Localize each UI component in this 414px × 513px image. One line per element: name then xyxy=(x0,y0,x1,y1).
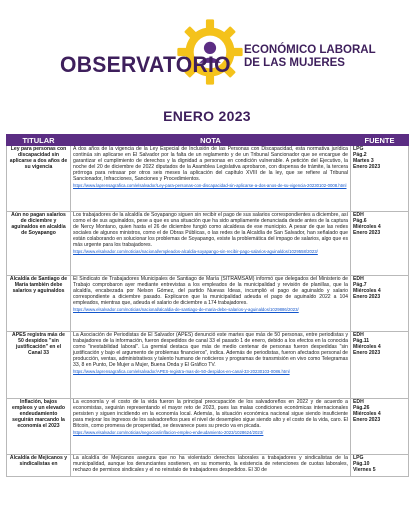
header-fuente: FUENTE xyxy=(351,135,409,146)
row-source xyxy=(351,399,409,455)
report-month: ENERO 2023 xyxy=(163,108,251,124)
note-text: La Asociación de Periodistas de El Salvador (APES) denunció este martes que más de 50 personas, entre periodistas y trabajadores de la información, fueron despedidos de canal 33 el pasado 1 de enero, debido a los efectos en la conocida como "inestabilidad laboral". La gremial destaca que más de medio centenar de personas fueron despedidas "sin justificación y bajo el argumento de problemas financieros", indica. Además de periodistas, fueron afectados personal de producción, ventas, administrativos y talento humano de noticieros y programas de transmisión en vivo como Telegramas 33, 8 en Punto, De Mujer a Mujer, Buena Onda y El Gráfico TV. xyxy=(73,332,348,368)
header-nota: NOTA xyxy=(71,135,351,146)
row-source xyxy=(351,212,409,276)
row-source xyxy=(351,276,409,332)
header-titular: TITULAR xyxy=(7,135,71,146)
note-link[interactable]: https://www.laprensagrafica.com/elsalvador/Ley-para-personas-con-discapacidad-sin-aplicarse-a-dos-anos-de-su-vigencia-20230102-0008.html xyxy=(73,182,347,188)
source-text: EDH Pág.11 Miércoles 4 Enero 2023 xyxy=(353,332,381,356)
row-source xyxy=(351,146,409,212)
row-note xyxy=(71,332,351,399)
note-link[interactable]: https://www.elsalvador.com/noticias/nacional/empleados-alcaldia-soyapango-sin-recibir-pago-salarios-aguinaldos/1029558/2023/ xyxy=(73,248,318,254)
news-table xyxy=(6,134,409,477)
table-header-row xyxy=(7,135,409,146)
row-note xyxy=(71,455,351,477)
note-text: La economía y el costo de la vida fueron la principal preocupación de los salvadoreños en 2022 y de acuerdo a economistas, seguirán representando el mayor reto de 2023, pues las malas condiciones económicas internacionales persisten y siguen incidiendo en la economía local. Además, la situación económica nacional sigue siendo insuficiente para mejorar los ingresos de los salvadoreños pues el nivel de desempleo sigue siendo alto y el costo de la vida, caro. El Bitcoin, como promesa de prosperidad, se desvanece pues su precio va en picada. xyxy=(73,399,348,429)
note-link[interactable]: https://www.laprensagrafica.com/elsalvador/APES-registra-mas-de-50-despidos-en-canal-33-20230103-0086.html xyxy=(73,368,290,374)
table-row xyxy=(7,276,409,332)
source-text: EDH Pág.7 Miércoles 4 Enero 2023 xyxy=(353,276,381,300)
note-link[interactable]: https://www.elsalvador.com/noticias/nacional/alcaldia-de-santiago-de-maria-debe-salarios-y-aguinaldos/1029886/2023/ xyxy=(73,307,299,313)
row-source xyxy=(351,455,409,477)
source-text: LPG Pág.10 Viernes 5 xyxy=(353,455,376,473)
row-title: APES registra más de 50 despidos "sin justificación" en el Canal 33 xyxy=(7,332,71,399)
table-row xyxy=(7,212,409,276)
row-note xyxy=(71,399,351,455)
source-text: LPG Pág.2 Martes 3 Enero 2023 xyxy=(353,146,381,170)
source-text: EDH Pág.26 Miércoles 4 Enero 2023 xyxy=(353,399,381,423)
note-text: A dos años de la vigencia de la Ley Especial de Inclusión de las Personas con Discapacidad, esta normativa jurídica continúa sin aplicarse en El Salvador por la falta de un reglamento y de un Tribunal Sancionador que se encargue de garantizar el cumplimiento de derechos y la dignidad a personas en condición vulnerable. A petición del Ejecutivo, la noche del 20 de diciembre de 2022 diputados de la Asamblea Legislativa aprobaron, con dispensa de trámite, la tercera prórroga para retrasar por otros seis meses la aplicación del capítulo XVIII de la ley, que se refiere al Tribunal Sancionador, Infracciones, Sanciones y Procedimientos. xyxy=(73,146,348,182)
observatorio-logo xyxy=(60,14,376,94)
table-row xyxy=(7,146,409,212)
note-text: La alcaldía de Mejicanos asegura que no ha violentado derechos laborales a trabajadores y sindicalistas de la municipalidad, aunque los denunciantes sostienen, en su momento, la existencia de retenciones de cuotas laborales, rechazo de permisos sindicales y el no reinstalo de trabajadores despedidos. El 30 de xyxy=(73,455,348,473)
row-title: Ley para personas con discapacidad sin aplicarse a dos años de su vigencia xyxy=(7,146,71,212)
note-text: El Sindicato de Trabajadores Municipales de Santiago de María (SITRAMSAM) informó que delegados del Ministerio de Trabajo comprobaron ayer mediante entrevistas a los empleados de la municipalidad y revisión de planillas, que la alcaldía, encabezada por Nelson Gómez, del partido Nuevas Ideas, incumplió el pago de aguinaldo y salario correspondiente a diciembre pasado. Explicaron que la municipalidad adeuda el pago de aguinaldo 2022 a 104 empleados, mientras que, adeuda el salario de diciembre a 174 trabajadores. xyxy=(73,276,348,306)
note-text: Los trabajadores de la alcaldía de Soyapango siguen sin recibir el pago de sus salarios correspondientes a diciembre, así como el de sus aguinaldos, pese a que es una situación que ha sido ampliamente denunciada desde antes de la captura de Nercy Montano, quien hasta el 26 de diciembre fungió como alcaldesa de ese municipio. A pesar de que las redes sociales de algunos ministros, como el de Obras Públicas, o las redes de la Alcaldía de San Salvador, han señalado que están colaborando en solucionar los problemas de Soyapango, existe la problemática del impago de salarios, algo que es más urgente para los trabajadores. xyxy=(73,212,348,248)
row-note xyxy=(71,146,351,212)
row-title: Aún no pagan salarios de diciembre y aguinaldos en alcaldía de Soyapango xyxy=(7,212,71,276)
row-title: Inflación, bajos empleos y un elevado endeudamiento seguirán marcando la economía el 2023 xyxy=(7,399,71,455)
note-link[interactable]: https://www.elsalvador.com/noticias/negocios/inflacion-empleo-endeudamiento-2023/1028624/2023/ xyxy=(73,430,264,436)
row-note xyxy=(71,212,351,276)
row-title: Alcaldía de Santiago de María también debe salarios y aguinaldos xyxy=(7,276,71,332)
brand-main-text: OBSERVATORIO xyxy=(60,52,231,77)
source-text: EDH Pág.6 Miércoles 4 Enero 2023 xyxy=(353,212,381,236)
row-source xyxy=(351,332,409,399)
brand-sub-text: ECONÓMICO LABORAL DE LAS MUJERES xyxy=(244,44,376,69)
table-row xyxy=(7,332,409,399)
table-row xyxy=(7,399,409,455)
row-title: Alcaldía de Mejicanos y sindicalistas en xyxy=(7,455,71,477)
page-header xyxy=(0,0,414,124)
row-note xyxy=(71,276,351,332)
table-row xyxy=(7,455,409,477)
